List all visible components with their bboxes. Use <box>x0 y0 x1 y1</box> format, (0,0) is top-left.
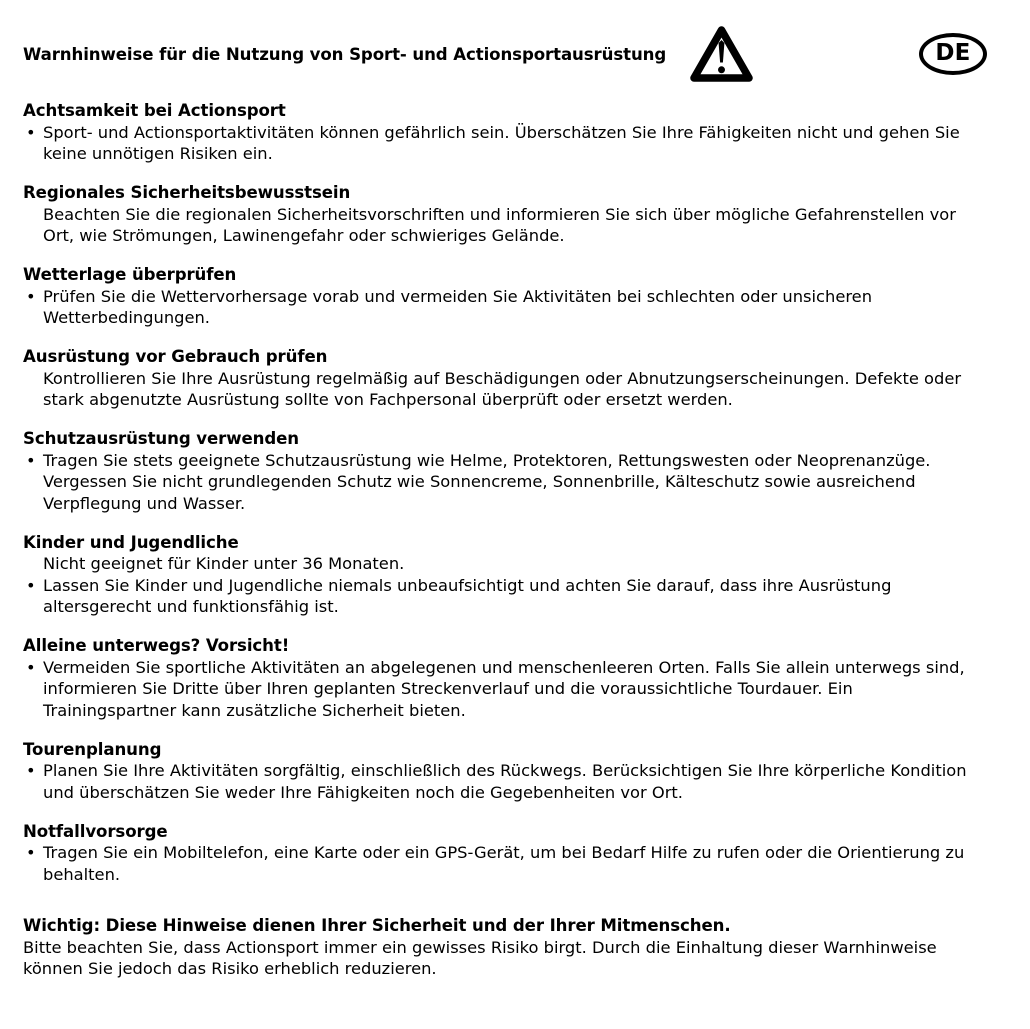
bullet-icon: • <box>26 122 36 142</box>
section <box>23 739 987 804</box>
section <box>23 821 987 886</box>
bullet-icon: • <box>26 450 36 470</box>
item-text: Tragen Sie ein Mobiltelefon, eine Karte oder ein GPS-Gerät, um bei Bedarf Hilfe zu rufen oder die Orientierung zu behalten. <box>43 843 965 884</box>
section-heading: Tourenplanung <box>23 739 162 759</box>
item-text: Vermeiden Sie sportliche Aktivitäten an abgelegenen und menschenleeren Orten. Falls Sie allein unterwegs sind, informieren Sie Dritte über Ihren geplanten Streckenverlauf und die voraussichtliche Tourdauer. Ein Trainingspartner kann zusätzliche Sicherheit bieten. <box>43 657 965 720</box>
language-badge <box>919 33 987 75</box>
item-text: Nicht geeignet für Kinder unter 36 Monaten. <box>43 554 405 573</box>
page-title: Warnhinweise für die Nutzung von Sport- und Actionsportausrüstung <box>23 45 667 64</box>
item-text: Kontrollieren Sie Ihre Ausrüstung regelmäßig auf Beschädigungen oder Abnutzungserscheinungen. Defekte oder stark abgenutzte Ausrüstung sollte von Fachpersonal überprüft oder ersetzt werden. <box>43 368 962 409</box>
section-heading: Achtsamkeit bei Actionsport <box>23 101 286 120</box>
section <box>23 264 987 329</box>
section-heading: Alleine unterwegs? Vorsicht! <box>23 636 290 655</box>
item-text: Prüfen Sie die Wettervorhersage vorab und vermeiden Sie Aktivitäten bei schlechten oder unsicheren Wetterbedingungen. <box>43 286 873 327</box>
bullet-icon: • <box>26 286 36 306</box>
section-heading: Ausrüstung vor Gebrauch prüfen <box>23 347 328 366</box>
item-text: Beachten Sie die regionalen Sicherheitsvorschriften und informieren Sie sich über mögliche Gefahrenstellen vor Ort, wie Strömungen, Lawinengefahr oder schwieriges Gelände. <box>43 204 956 245</box>
bullet-item <box>23 657 987 722</box>
bullet-icon: • <box>26 761 36 780</box>
section <box>23 346 987 411</box>
section <box>23 635 987 721</box>
item-text: Planen Sie Ihre Aktivitäten sorgfältig, einschließlich des Rückwegs. Berücksichtigen Sie Ihre körperliche Kondition und überschätzen Sie weder Ihre Fähigkeiten noch die Gegebenheiten vor Ort. <box>43 761 967 802</box>
footer-heading: Wichtig: Diese Hinweise dienen Ihrer Sicherheit und der Ihrer Mitmenschen. <box>23 916 731 935</box>
section <box>23 182 987 247</box>
section-heading: Kinder und Jugendliche <box>23 532 239 552</box>
section-heading: Regionales Sicherheitsbewusstsein <box>23 183 351 202</box>
section-heading: Wetterlage überprüfen <box>23 265 237 284</box>
item-text: Sport- und Actionsportaktivitäten können gefährlich sein. Überschätzen Sie Ihre Fähigkeiten nicht und gehen Sie keine unnötigen Risiken ein. <box>43 122 960 163</box>
note-item <box>23 368 987 411</box>
bullet-item <box>23 122 987 165</box>
section-heading: Notfallvorsorge <box>23 821 168 841</box>
bullet-icon: • <box>26 575 36 595</box>
note-item <box>23 204 987 247</box>
section <box>23 100 987 165</box>
item-text: Tragen Sie stets geeignete Schutzausrüstung wie Helme, Protektoren, Rettungswesten oder Neoprenanzüge. Vergessen Sie nicht grundlegenden Schutz wie Sonnencreme, Sonnenbrille, Kälteschutz sowie ausreichend Verpflegung und Wasser. <box>43 450 931 513</box>
section <box>23 532 987 618</box>
bullet-icon: • <box>26 657 36 677</box>
bullet-item <box>23 575 987 618</box>
footer-note <box>23 915 987 980</box>
bullet-item <box>23 760 987 803</box>
language-badge-label: DE <box>935 39 971 66</box>
section-heading: Schutzausrüstung verwenden <box>23 429 299 448</box>
bullet-item <box>23 842 987 885</box>
item-text: Lassen Sie Kinder und Jugendliche niemals unbeaufsichtigt und achten Sie darauf, dass ihre Ausrüstung altersgerecht und funktionsfähig ist. <box>43 575 892 616</box>
bullet-item <box>23 450 987 515</box>
section <box>23 428 987 514</box>
bullet-item <box>23 286 987 329</box>
note-item <box>23 553 987 575</box>
warning-triangle-icon <box>690 24 753 85</box>
footer-text: Bitte beachten Sie, dass Actionsport immer ein gewisses Risiko birgt. Durch die Einhaltung dieser Warnhinweise können Sie jedoch das Risiko erheblich reduzieren. <box>23 937 937 978</box>
warning-sections <box>23 100 987 980</box>
bullet-icon: • <box>26 843 36 862</box>
